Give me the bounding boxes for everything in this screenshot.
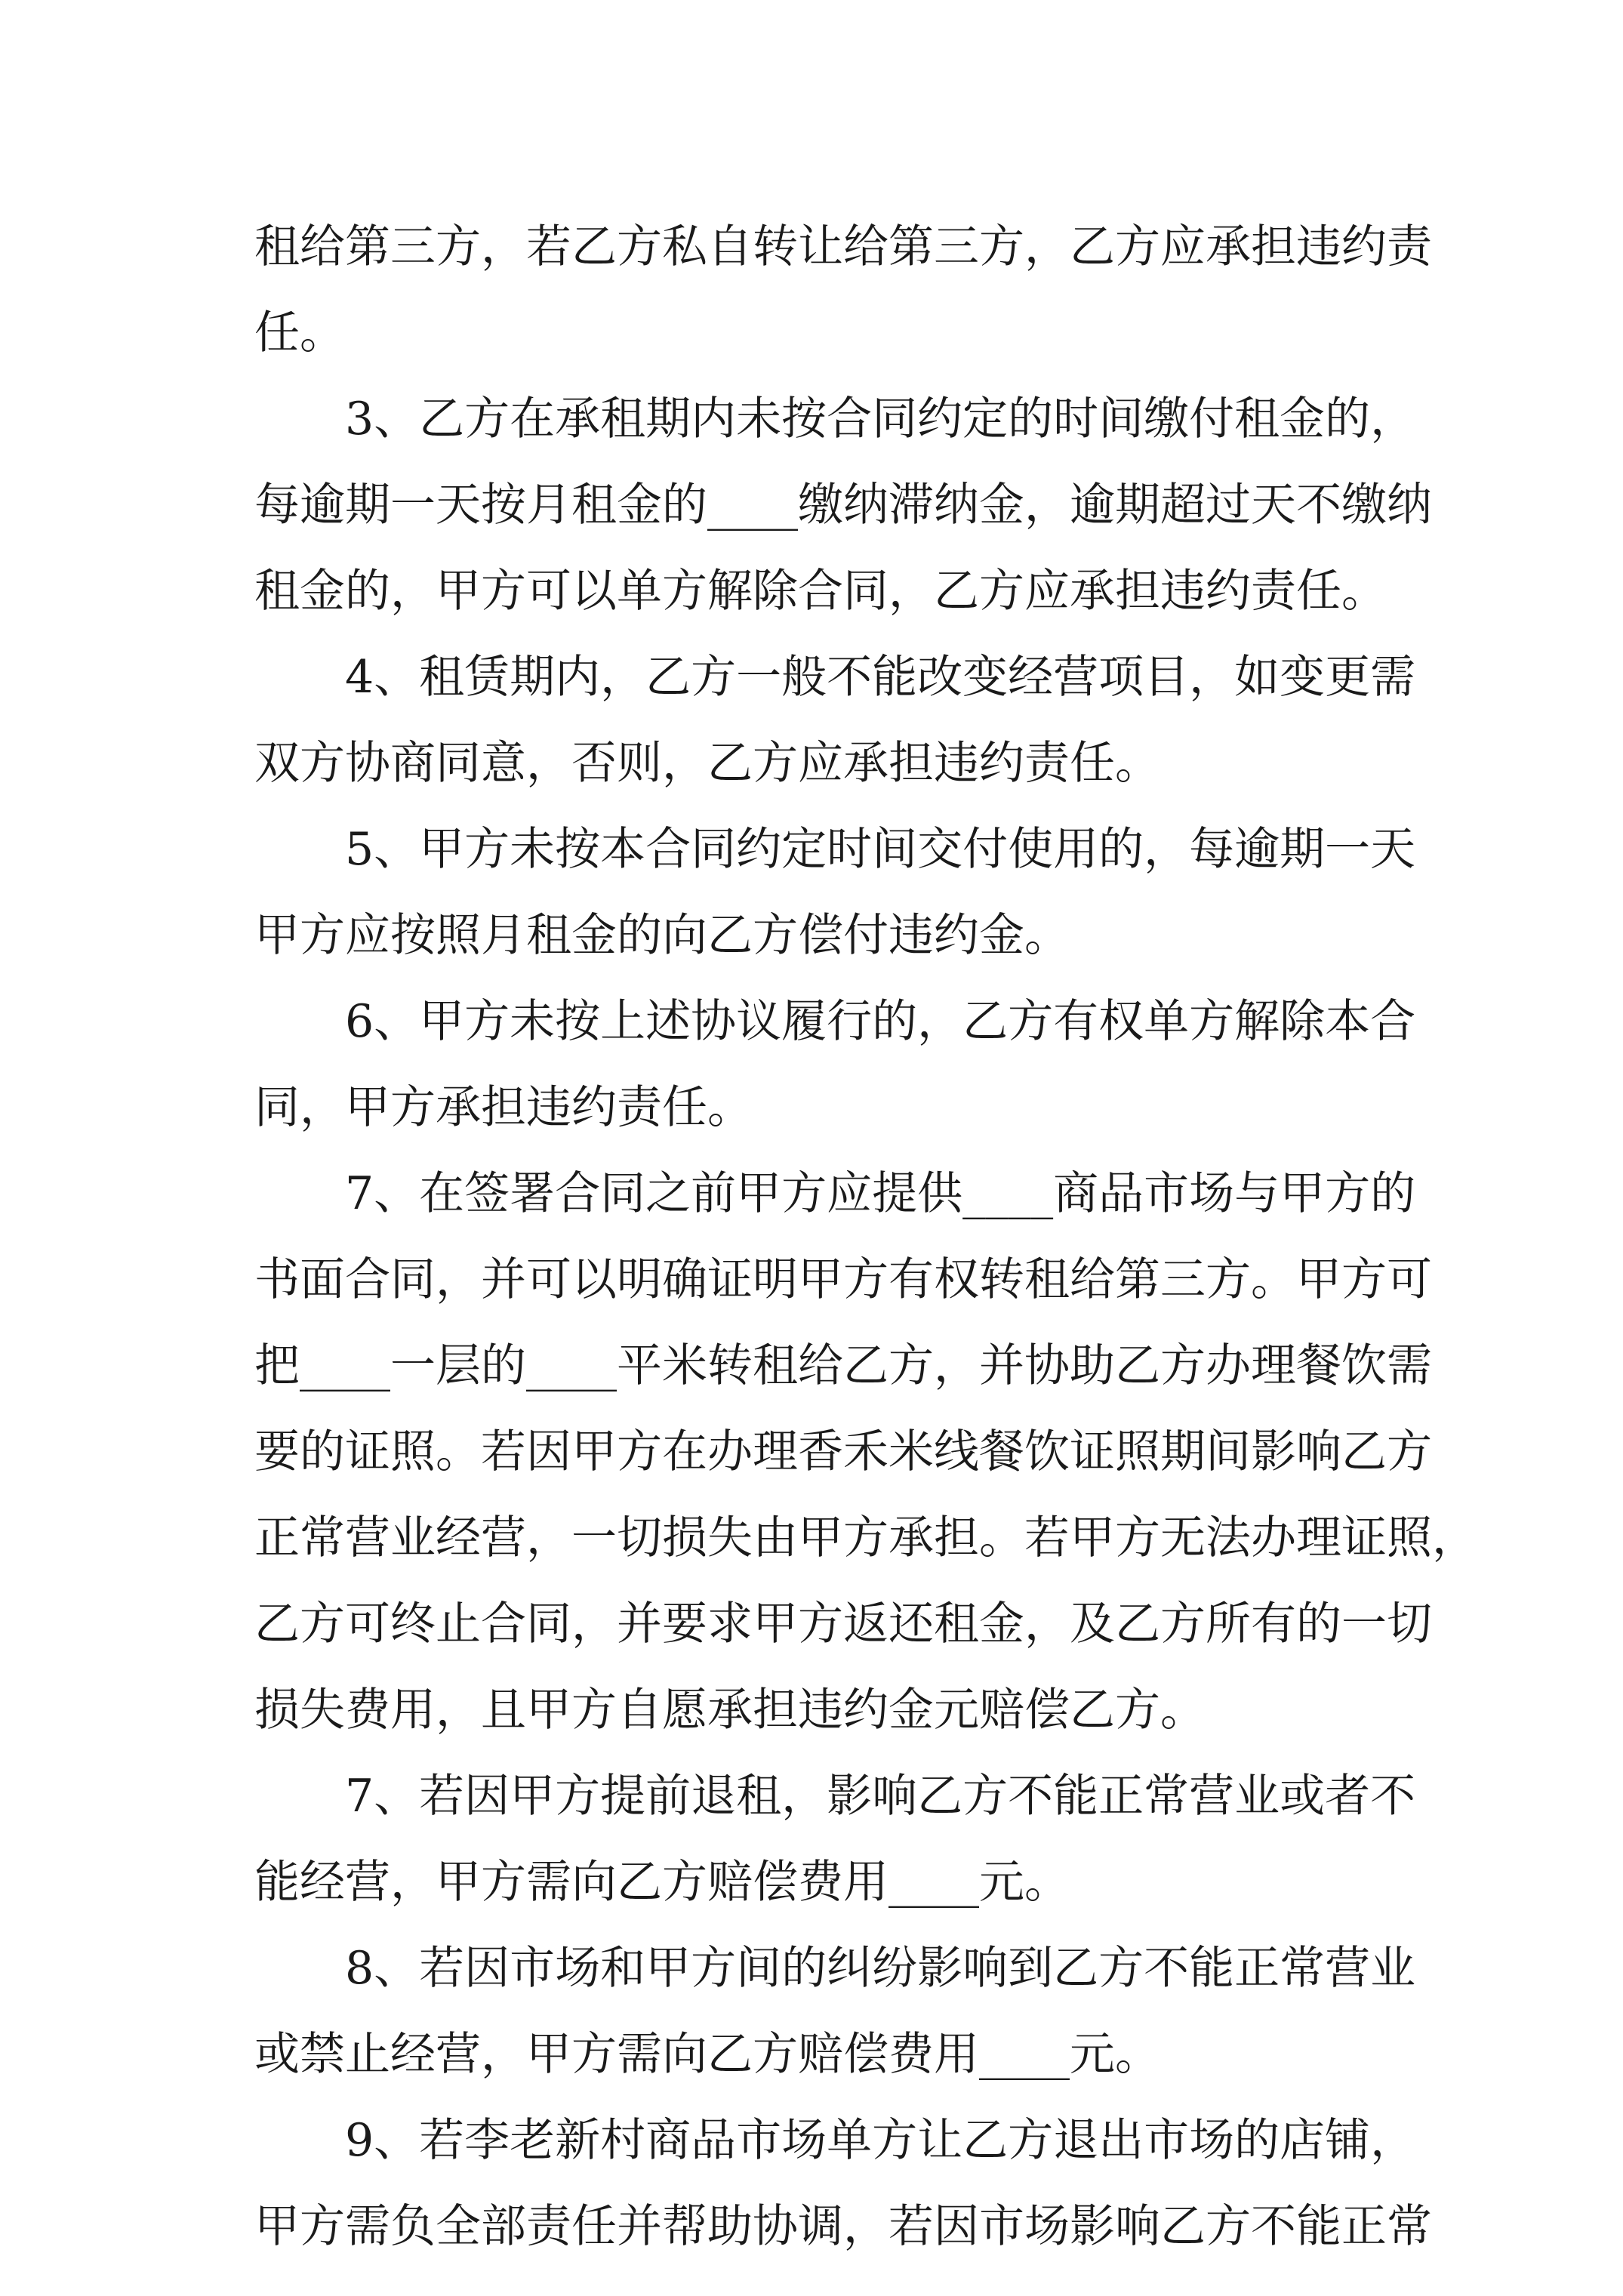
text-line: 租给第三方，若乙方私自转让给第三方，乙方应承担违约责 [254, 220, 1432, 273]
text-line: 能经营，甲方需向乙方赔偿费用____元。 [254, 1856, 1070, 1909]
text-line: 损失费用，且甲方自愿承担违约金元赔偿乙方。 [254, 1684, 1206, 1737]
text-line: 3、乙方在承租期内未按合同约定的时间缴付租金的， [345, 393, 1416, 445]
text-line: 正常营业经营，一切损失由甲方承担。若甲方无法办理证照， [254, 1512, 1477, 1564]
text-line: 8、若因市场和甲方间的纠纷影响到乙方不能正常营业 [345, 1942, 1416, 1995]
text-line: 任。 [254, 307, 345, 359]
text-line: 9、若李老新村商品市场单方让乙方退出市场的店铺， [345, 2114, 1416, 2167]
text-line: 乙方可终止合同，并要求甲方返还租金，及乙方所有的一切 [254, 1598, 1432, 1650]
text-line: 书面合同，并可以明确证明甲方有权转租给第三方。甲方可 [254, 1253, 1432, 1306]
document-body [254, 204, 1477, 2270]
text-line: 甲方需负全部责任并帮助协调，若因市场影响乙方不能正常 [254, 2200, 1432, 2253]
text-line: 7、若因甲方提前退租，影响乙方不能正常营业或者不 [345, 1770, 1416, 1823]
text-line: 同，甲方承担违约责任。 [254, 1081, 753, 1134]
text-line: 5、甲方未按本合同约定时间交付使用的，每逾期一天 [345, 823, 1416, 876]
text-line: 把____一层的____平米转租给乙方，并协助乙方办理餐饮需 [254, 1339, 1432, 1392]
text-line: 要的证照。若因甲方在办理香禾米线餐饮证照期间影响乙方 [254, 1425, 1432, 1478]
text-line: 双方协商同意，否则，乙方应承担违约责任。 [254, 737, 1160, 790]
text-line: 甲方应按照月租金的向乙方偿付违约金。 [254, 909, 1070, 962]
text-line: 6、甲方未按上述协议履行的，乙方有权单方解除本合 [345, 995, 1416, 1048]
text-line: 7、在签署合同之前甲方应提供____商品市场与甲方的 [345, 1167, 1416, 1220]
text-line: 每逾期一天按月租金的____缴纳滞纳金，逾期超过天不缴纳 [254, 479, 1432, 532]
text-line: 或禁止经营，甲方需向乙方赔偿费用____元。 [254, 2028, 1160, 2081]
text-line: 租金的，甲方可以单方解除合同，乙方应承担违约责任。 [254, 565, 1387, 618]
text-line: 4、租赁期内，乙方一般不能改变经营项目，如变更需 [345, 651, 1416, 704]
